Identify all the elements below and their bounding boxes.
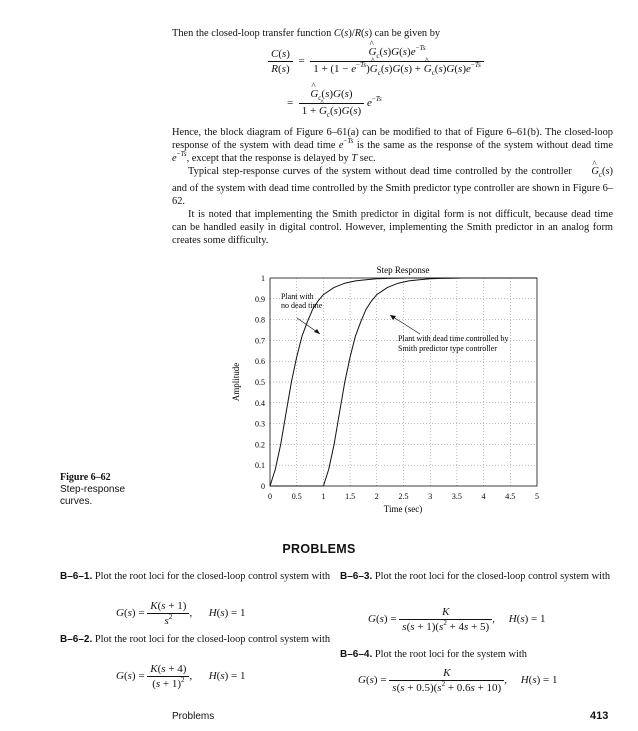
y-tick-label: 0.1 — [255, 461, 265, 471]
figure-caption — [60, 472, 140, 508]
y-tick-label: 1 — [261, 274, 265, 283]
x-tick-label: 3 — [428, 492, 433, 501]
footer-section-name: Problems — [172, 711, 215, 722]
y-tick-label: 0.7 — [255, 336, 265, 346]
problem-b-6-1-equation: G(s) = $\frac{K(s + 1)}{s^2}$ , H(s) = 1 — [116, 600, 246, 627]
x-axis-label: Time (sec) — [383, 504, 423, 514]
problem-text: Plot the root loci for the closed-loop control system with — [94, 634, 331, 645]
problem-id: B–6–3. — [340, 571, 373, 582]
arrowhead-2 — [390, 315, 396, 320]
y-tick-label: 0.5 — [255, 378, 265, 387]
problem-b-6-2-equation: G(s) = $\frac{K(s + 4)}{(s + 1)^2}$ , H(s) = 1 — [116, 663, 246, 690]
problem-id: B–6–4. — [340, 649, 373, 660]
problem-text: Plot the root loci for the system with — [374, 649, 527, 660]
problem-text: Plot the root loci for the closed-loop control system with — [374, 571, 611, 582]
body-text: Hence, the block diagram of Figure 6–61(a) can be modified to that of Figure 6–61(b). The closed-loop response of the system with dead time $e^{-Ts}$ is the same as the response of the system without dead time $e^{-Ts}$, except that the response is delayed by T sec. Typical step-response curves of the system without dead time controlled by the controller ^ $G_c(s)$ and of the system with dead time controlled by the Smith predictor type controller are shown in Figure 6–62. It is noted that implementing the Smith predictor in digital form is not difficult, because dead time can be handled easily in digital control. However, implementing the Smith predictor in an analog form creates some difficulty. — [172, 126, 613, 247]
chart-title: Step Response — [376, 265, 430, 275]
problem-b-6-3 — [340, 570, 612, 583]
equation-1: $\frac{C(s)}{R(s)}$ = ^ $\frac{G_c(s)G(s)e^{-Ts}}{1 + (1 - e^{-Ts})\^{} G_c(s)G(s) + \^{} G_c(s)G(s)e^{-Ts}}$ — [268, 46, 484, 77]
arrowhead-1 — [314, 329, 320, 334]
x-tick-label: 2.5 — [398, 492, 409, 501]
problem-b-6-4 — [340, 648, 612, 661]
figure-number: Figure 6–62 — [60, 472, 111, 483]
problem-b-6-1 — [60, 570, 335, 583]
problem-b-6-4-equation: G(s) = $\frac{K}{s(s + 0.5)(s^2 + 0.6s + 10)}$ , H(s) = 1 — [358, 667, 558, 694]
y-tick-label: 0.4 — [255, 398, 265, 408]
x-tick-label: 1 — [321, 492, 326, 501]
x-tick-label: 4.5 — [505, 492, 516, 501]
x-axis-ticks — [268, 492, 539, 501]
x-tick-label: 0.5 — [291, 492, 302, 501]
problem-b-6-2 — [60, 633, 335, 646]
y-tick-label: 0.8 — [255, 315, 265, 325]
y-tick-label: 0.9 — [255, 294, 265, 304]
x-tick-label: 2 — [374, 492, 379, 501]
x-tick-label: 5 — [535, 492, 539, 501]
x-tick-label: 3.5 — [451, 492, 462, 501]
intro-text: Then the closed-loop transfer function C(s)/R(s) can be given by — [172, 28, 441, 39]
y-axis-label: Amplitude — [231, 362, 241, 402]
y-tick-label: 0.3 — [255, 419, 265, 429]
y-tick-label: 0.6 — [255, 357, 265, 367]
equation-2: = ^ $\frac{G_c(s)G(s)}{1 + \^{} G_c(s)G(s)}$ $e^{-Ts}$ — [287, 88, 382, 119]
y-tick-label: 0 — [261, 482, 265, 491]
section-title: PROBLEMS — [282, 542, 356, 556]
problem-text: Plot the root loci for the closed-loop control system with — [94, 571, 331, 582]
problem-id: B–6–1. — [60, 571, 93, 582]
page-number: 413 — [590, 710, 609, 722]
annotation-dead-time: Plant with dead time controlled by Smith predictor type controller — [398, 334, 509, 353]
y-axis-ticks — [255, 274, 265, 491]
x-tick-label: 4 — [481, 492, 486, 501]
problem-b-6-3-equation: G(s) = $\frac{K}{s(s + 1)(s^2 + 4s + 5)}$ , H(s) = 1 — [368, 606, 546, 633]
x-tick-label: 0 — [268, 492, 272, 501]
problem-id: B–6–2. — [60, 634, 93, 645]
x-tick-label: 1.5 — [345, 492, 356, 501]
annotation-no-dead-time: Plant with no dead time — [281, 292, 323, 310]
step-response-chart — [225, 258, 565, 520]
figure-caption-text: Step-response curves. — [60, 484, 126, 507]
y-tick-label: 0.2 — [255, 440, 265, 450]
